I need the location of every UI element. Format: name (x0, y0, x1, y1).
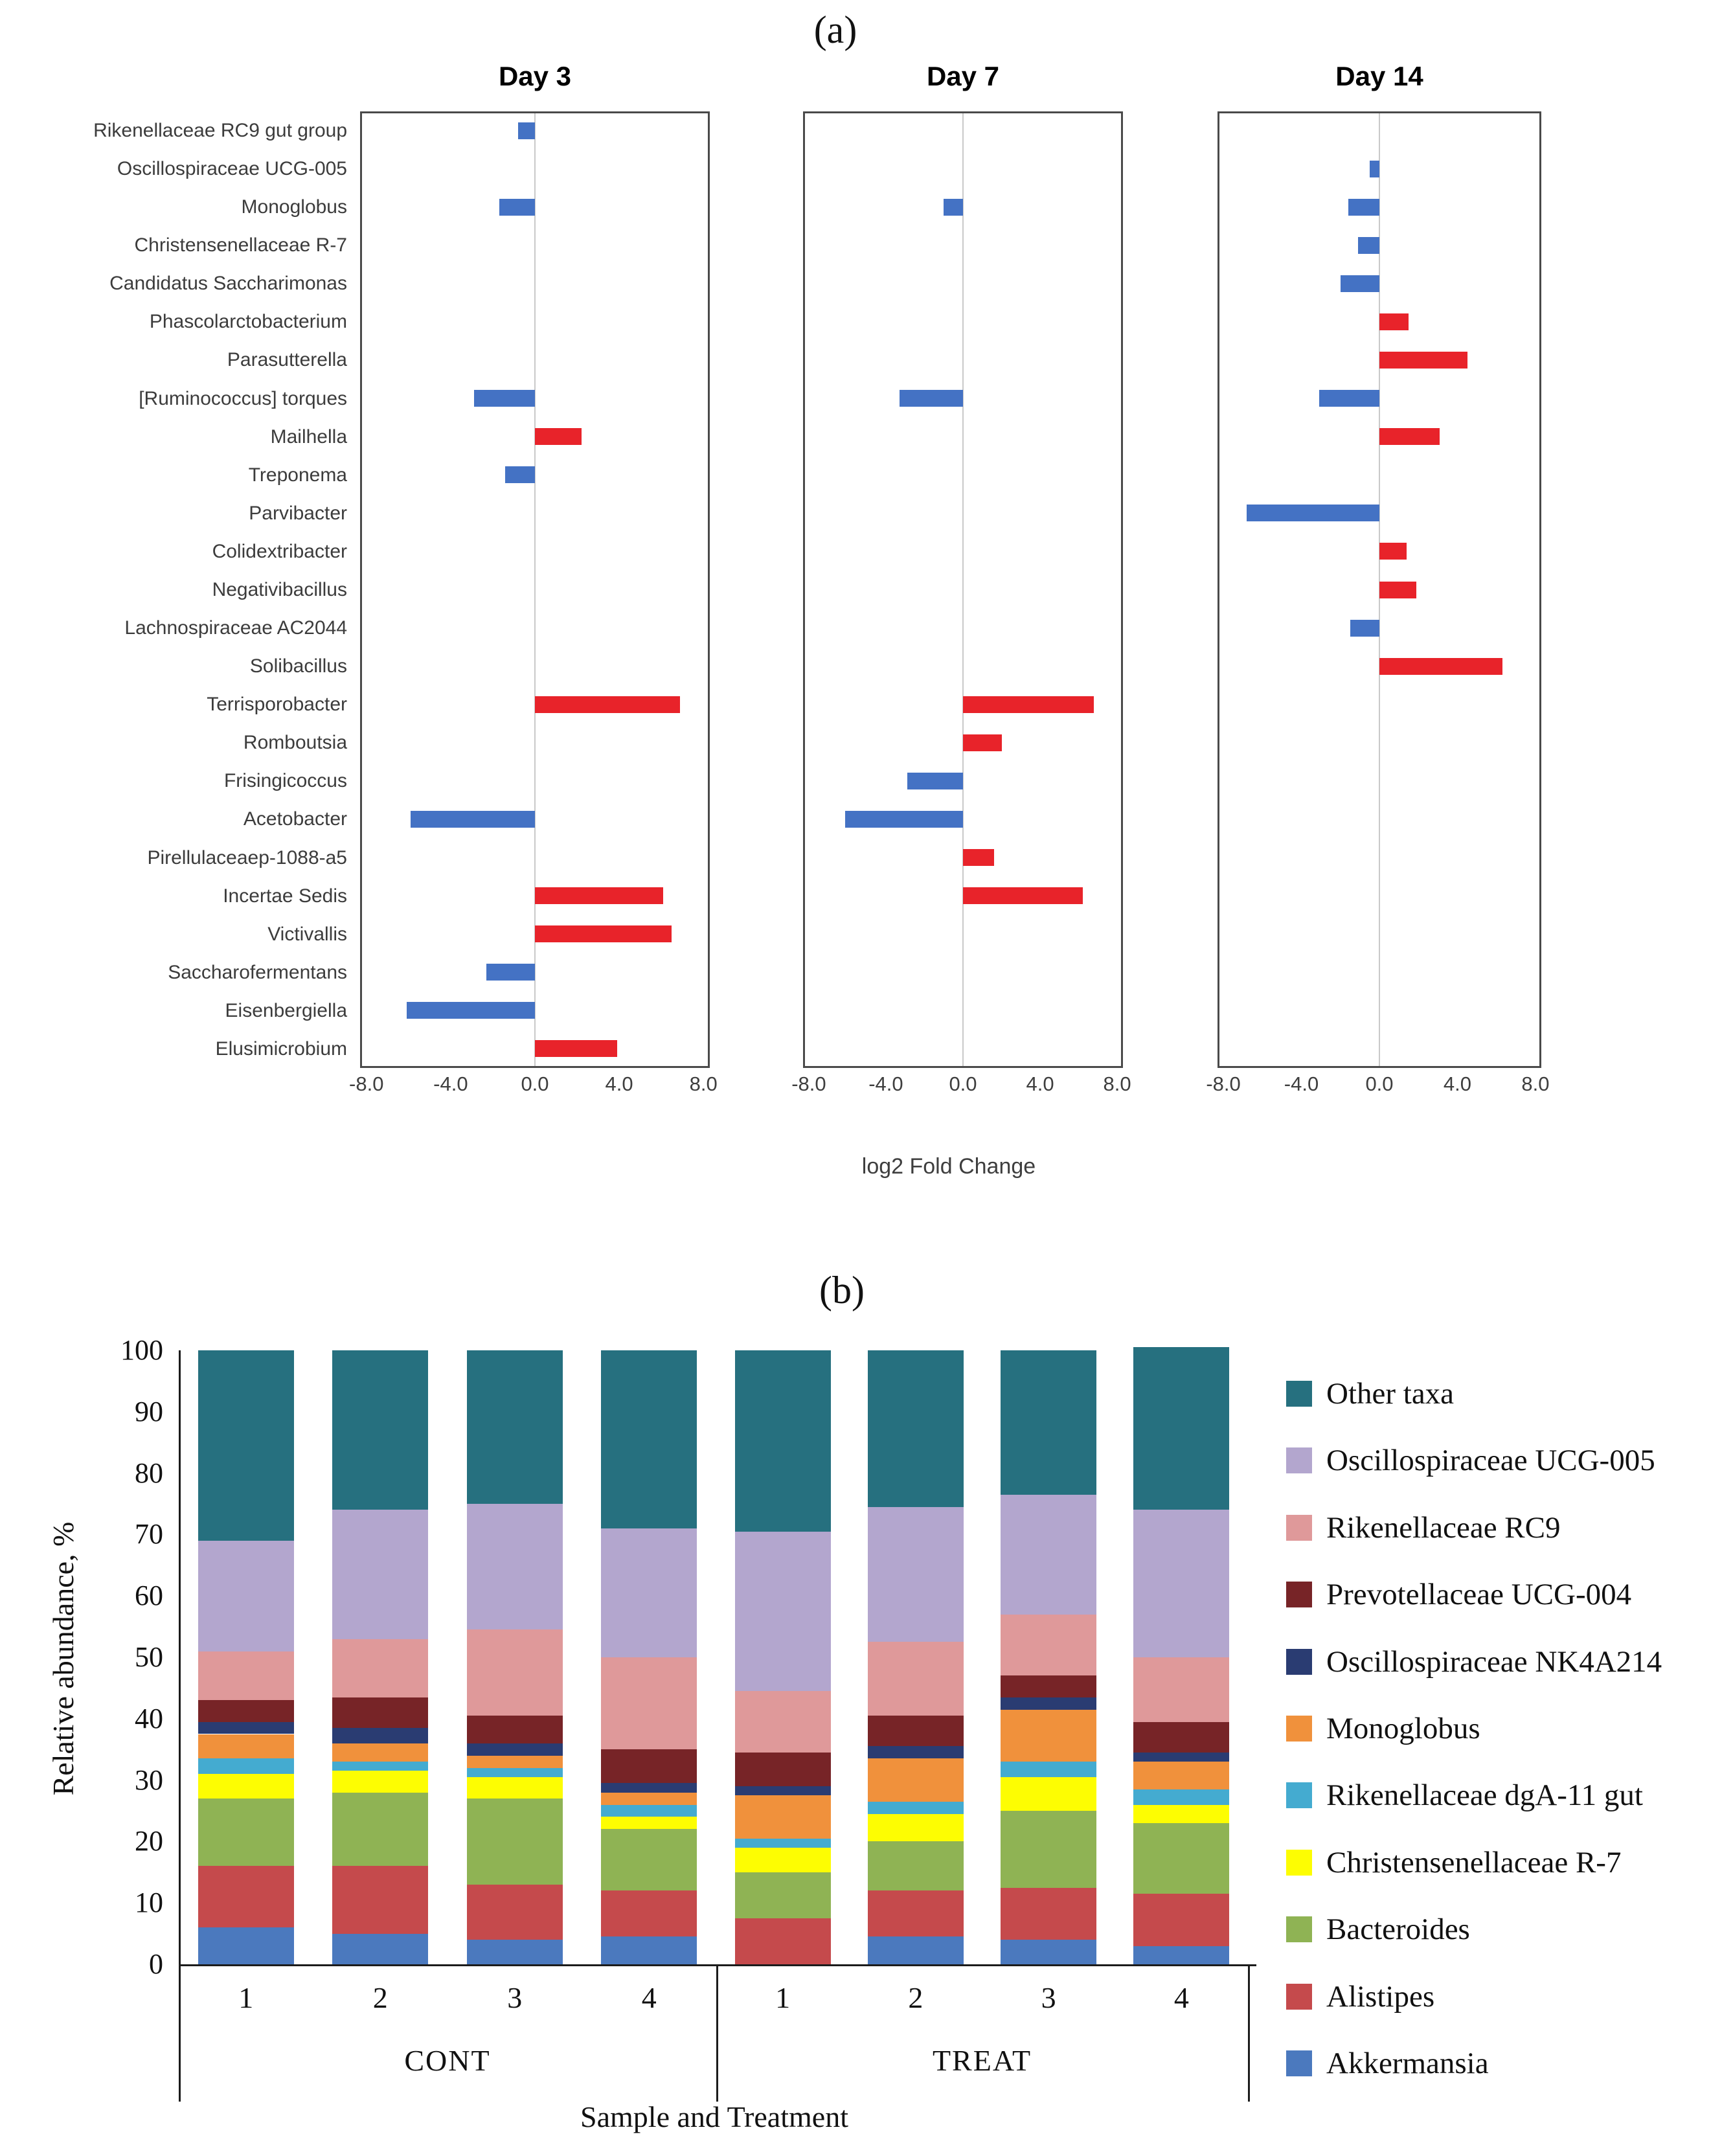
chart-title-day-7: Day 7 (926, 61, 1000, 91)
segment-rikenellaceae-rc9-s2 (332, 1639, 428, 1697)
ytick-80: 80 (135, 1457, 163, 1489)
segment-rikenellaceae-dga-11-gut-s2 (332, 1762, 428, 1771)
segment-christensenellaceae-r-7-s8 (1133, 1805, 1229, 1823)
segment-other-taxa-s5 (735, 1350, 831, 1532)
segment-rikenellaceae-dga-11-gut-s8 (1133, 1789, 1229, 1805)
legend-swatch-monoglobus (1286, 1716, 1312, 1742)
sample-label-treat-4: 4 (1173, 1981, 1189, 2014)
bar-day-3-acetobacter (411, 811, 535, 828)
bar-day-3-rikenellaceae-rc9-gut-group (518, 122, 535, 139)
segment-christensenellaceae-r-7-s4 (601, 1817, 697, 1829)
legend-item-oscillospiraceae-ucg-005 (1286, 1442, 1714, 1479)
legend-label-oscillospiraceae-ucg-005: Oscillospiraceae UCG-005 (1326, 1444, 1655, 1478)
xtick-day-7-8.0: 8.0 (1103, 1072, 1131, 1095)
legend-swatch-akkermansia (1286, 2050, 1312, 2076)
segment-akkermansia-s6 (868, 1936, 964, 1964)
bar-day-7-ruminococcus-torques (900, 390, 963, 407)
segment-monoglobus-s1 (198, 1734, 294, 1759)
segment-alistipes-s5 (735, 1918, 831, 1964)
taxa-label-pirellulaceaep-1088-a5: Pirellulaceaep-1088-a5 (147, 846, 347, 868)
legend-swatch-other-taxa (1286, 1381, 1312, 1407)
segment-bacteroides-s5 (735, 1872, 831, 1918)
taxa-label-solibacillus: Solibacillus (249, 655, 347, 677)
legend-label-monoglobus: Monoglobus (1326, 1712, 1480, 1745)
bar-day-14-negativibacillus (1379, 582, 1416, 598)
segment-rikenellaceae-rc9-s6 (868, 1642, 964, 1716)
segment-akkermansia-s7 (1001, 1940, 1096, 1964)
legend-label-rikenellaceae-dga-11-gut: Rikenellaceae dgA-11 gut (1326, 1778, 1643, 1813)
segment-oscillospiraceae-nk4a214-s1 (198, 1722, 294, 1734)
segment-akkermansia-s8 (1133, 1946, 1229, 1964)
legend-label-prevotellaceae-ucg-004: Prevotellaceae UCG-004 (1326, 1578, 1632, 1612)
bar-day-3-ruminococcus-torques (474, 390, 535, 407)
legend-label-oscillospiraceae-nk4a214: Oscillospiraceae NK4A214 (1326, 1644, 1662, 1679)
bar-day-14-parvibacter (1247, 505, 1379, 521)
taxa-label-colidextribacter: Colidextribacter (212, 540, 347, 562)
legend-item-alistipes (1286, 1979, 1714, 2015)
segment-oscillospiraceae-nk4a214-s8 (1133, 1753, 1229, 1762)
sample-label-cont-4: 4 (641, 1981, 657, 2014)
segment-oscillospiraceae-nk4a214-s7 (1001, 1697, 1096, 1710)
segment-oscillospiraceae-ucg-005-s3 (467, 1504, 563, 1629)
taxa-label-victivallis: Victivallis (267, 923, 347, 945)
legend-label-other-taxa: Other taxa (1326, 1377, 1455, 1411)
bar-day-3-victivallis (535, 925, 672, 942)
taxa-label-romboutsia: Romboutsia (243, 732, 347, 754)
bar-day-7-terrisporobacter (963, 696, 1094, 713)
sample-label-treat-1: 1 (775, 1981, 791, 2014)
segment-other-taxa-s7 (1001, 1350, 1096, 1495)
legend-item-bacteroides (1286, 1911, 1714, 1947)
segment-oscillospiraceae-ucg-005-s5 (735, 1532, 831, 1691)
legend-item-monoglobus (1286, 1710, 1714, 1747)
panel-a-xaxis-title: log2 Fold Change (861, 1154, 1036, 1179)
segment-prevotellaceae-ucg-004-s1 (198, 1700, 294, 1721)
segment-akkermansia-s4 (601, 1936, 697, 1964)
group-divider-right (1248, 1964, 1250, 2102)
segment-akkermansia-s1 (198, 1927, 294, 1964)
bar-day-3-saccharofermentans (486, 964, 535, 981)
segment-oscillospiraceae-ucg-005-s1 (198, 1541, 294, 1651)
bar-day-3-mailhella (535, 428, 582, 445)
legend-swatch-oscillospiraceae-ucg-005 (1286, 1447, 1312, 1473)
ytick-50: 50 (135, 1641, 163, 1673)
xtick-day-7--8.0: -8.0 (791, 1072, 826, 1095)
legend-item-prevotellaceae-ucg-004 (1286, 1576, 1714, 1613)
segment-monoglobus-s4 (601, 1793, 697, 1805)
segment-prevotellaceae-ucg-004-s7 (1001, 1675, 1096, 1697)
taxa-label-lachnospiraceae-ac2044: Lachnospiraceae AC2044 (124, 617, 347, 639)
segment-other-taxa-s8 (1133, 1347, 1229, 1510)
xtick-day-14-4.0: 4.0 (1443, 1072, 1472, 1095)
group-divider-middle (716, 1964, 718, 2102)
ytick-70: 70 (135, 1518, 163, 1550)
segment-christensenellaceae-r-7-s7 (1001, 1777, 1096, 1811)
segment-prevotellaceae-ucg-004-s2 (332, 1697, 428, 1728)
legend-swatch-rikenellaceae-rc9 (1286, 1515, 1312, 1541)
sample-label-treat-2: 2 (908, 1981, 923, 2014)
taxa-label-monoglobus: Monoglobus (241, 196, 347, 218)
bar-day-3-incertae-sedis (535, 887, 663, 904)
legend-label-alistipes: Alistipes (1326, 1979, 1435, 2014)
legend-label-rikenellaceae-rc9: Rikenellaceae RC9 (1326, 1510, 1561, 1545)
plot-area-day-7 (803, 111, 1123, 1068)
bar-day-7-frisingicoccus (907, 773, 963, 789)
taxa-label-elusimicrobium: Elusimicrobium (215, 1038, 347, 1060)
segment-other-taxa-s1 (198, 1350, 294, 1541)
bar-day-14-parasutterella (1379, 352, 1467, 369)
segment-oscillospiraceae-nk4a214-s2 (332, 1728, 428, 1743)
xtick-day-14-0.0: 0.0 (1365, 1072, 1394, 1095)
segment-monoglobus-s6 (868, 1758, 964, 1801)
segment-oscillospiraceae-nk4a214-s3 (467, 1743, 563, 1756)
xtick-day-7-0.0: 0.0 (949, 1072, 977, 1095)
panel-b-label: (b) (819, 1269, 865, 1311)
bar-day-7-pirellulaceaep-1088-a5 (963, 849, 994, 866)
taxa-label-mailhella: Mailhella (270, 426, 347, 448)
segment-prevotellaceae-ucg-004-s8 (1133, 1722, 1229, 1753)
segment-rikenellaceae-dga-11-gut-s3 (467, 1768, 563, 1777)
segment-monoglobus-s7 (1001, 1710, 1096, 1762)
taxa-label-parasutterella: Parasutterella (227, 349, 347, 371)
ytick-40: 40 (135, 1702, 163, 1734)
legend-label-akkermansia: Akkermansia (1326, 2047, 1489, 2080)
bar-day-14-mailhella (1379, 428, 1440, 445)
ytick-60: 60 (135, 1580, 163, 1612)
ytick-90: 90 (135, 1395, 163, 1427)
segment-rikenellaceae-rc9-s8 (1133, 1657, 1229, 1722)
bar-day-14-monoglobus (1348, 199, 1379, 216)
panel-b-yaxis-title: Relative abundance, % (47, 1521, 80, 1796)
bar-day-14-phascolarctobacterium (1379, 313, 1409, 330)
zero-gridline (962, 113, 964, 1066)
plot-area-day-3 (360, 111, 710, 1068)
xtick-day-3-8.0: 8.0 (689, 1072, 718, 1095)
y-axis-line (179, 1350, 181, 2102)
taxa-label-eisenbergiella: Eisenbergiella (225, 999, 347, 1021)
sample-label-cont-3: 3 (507, 1981, 523, 2014)
xtick-day-3--4.0: -4.0 (433, 1072, 468, 1095)
taxa-label-saccharofermentans: Saccharofermentans (168, 961, 347, 983)
segment-alistipes-s4 (601, 1890, 697, 1936)
taxa-label-acetobacter: Acetobacter (243, 808, 347, 830)
sample-label-treat-3: 3 (1041, 1981, 1056, 2014)
panel-b-xaxis-title: Sample and Treatment (580, 2100, 848, 2133)
legend-swatch-alistipes (1286, 1984, 1312, 2010)
segment-bacteroides-s3 (467, 1799, 563, 1885)
legend-swatch-rikenellaceae-dga-11-gut (1286, 1782, 1312, 1808)
segment-prevotellaceae-ucg-004-s4 (601, 1749, 697, 1783)
segment-oscillospiraceae-ucg-005-s6 (868, 1507, 964, 1642)
xtick-day-14-8.0: 8.0 (1521, 1072, 1550, 1095)
taxa-label-ruminococcus-torques: [Ruminococcus] torques (139, 387, 347, 409)
segment-christensenellaceae-r-7-s3 (467, 1777, 563, 1799)
segment-christensenellaceae-r-7-s1 (198, 1774, 294, 1799)
legend-swatch-oscillospiraceae-nk4a214 (1286, 1649, 1312, 1675)
segment-monoglobus-s8 (1133, 1762, 1229, 1789)
segment-monoglobus-s3 (467, 1756, 563, 1768)
ytick-30: 30 (135, 1764, 163, 1796)
chart-title-day-14: Day 14 (1335, 61, 1423, 91)
bar-day-14-christensenellaceae-r-7 (1358, 237, 1379, 254)
bar-day-7-acetobacter (845, 811, 963, 828)
segment-bacteroides-s8 (1133, 1823, 1229, 1894)
segment-alistipes-s2 (332, 1866, 428, 1933)
segment-bacteroides-s1 (198, 1799, 294, 1866)
legend-item-oscillospiraceae-nk4a214 (1286, 1644, 1714, 1680)
legend-item-other-taxa (1286, 1376, 1714, 1412)
xtick-day-3--8.0: -8.0 (349, 1072, 384, 1095)
segment-oscillospiraceae-nk4a214-s4 (601, 1783, 697, 1792)
segment-christensenellaceae-r-7-s6 (868, 1814, 964, 1842)
xtick-day-3-0.0: 0.0 (521, 1072, 549, 1095)
segment-prevotellaceae-ucg-004-s3 (467, 1716, 563, 1743)
segment-bacteroides-s6 (868, 1841, 964, 1890)
segment-prevotellaceae-ucg-004-s5 (735, 1753, 831, 1786)
segment-rikenellaceae-dga-11-gut-s7 (1001, 1762, 1096, 1777)
taxa-label-candidatus-saccharimonas: Candidatus Saccharimonas (109, 273, 347, 295)
segment-monoglobus-s5 (735, 1795, 831, 1838)
chart-title-day-3: Day 3 (498, 61, 572, 91)
legend-item-rikenellaceae-dga-11-gut (1286, 1777, 1714, 1813)
bar-day-14-solibacillus (1379, 658, 1502, 675)
segment-rikenellaceae-rc9-s5 (735, 1691, 831, 1753)
legend-label-bacteroides: Bacteroides (1326, 1912, 1470, 1947)
segment-bacteroides-s7 (1001, 1811, 1096, 1888)
ytick-10: 10 (135, 1887, 163, 1919)
taxa-label-parvibacter: Parvibacter (249, 502, 347, 524)
legend-swatch-bacteroides (1286, 1916, 1312, 1942)
bar-day-7-romboutsia (963, 734, 1002, 751)
ytick-100: 100 (120, 1334, 163, 1366)
taxa-label-frisingicoccus: Frisingicoccus (223, 770, 347, 792)
segment-alistipes-s7 (1001, 1888, 1096, 1940)
bar-day-3-treponema (505, 466, 535, 483)
bar-day-14-colidextribacter (1379, 543, 1407, 560)
taxa-label-oscillospiraceae-ucg-005: Oscillospiraceae UCG-005 (117, 158, 347, 180)
segment-oscillospiraceae-nk4a214-s5 (735, 1786, 831, 1795)
bar-day-7-incertae-sedis (963, 887, 1083, 904)
segment-alistipes-s1 (198, 1866, 294, 1927)
segment-rikenellaceae-dga-11-gut-s5 (735, 1839, 831, 1848)
taxa-label-incertae-sedis: Incertae Sedis (223, 885, 347, 907)
segment-akkermansia-s3 (467, 1940, 563, 1964)
bar-day-14-lachnospiraceae-ac2044 (1350, 620, 1379, 637)
xtick-day-14--4.0: -4.0 (1284, 1072, 1319, 1095)
taxa-label-negativibacillus: Negativibacillus (212, 578, 347, 600)
segment-prevotellaceae-ucg-004-s6 (868, 1716, 964, 1746)
group-label-cont: CONT (404, 2044, 491, 2077)
bar-day-7-monoglobus (944, 199, 963, 216)
segment-oscillospiraceae-ucg-005-s4 (601, 1528, 697, 1657)
sample-label-cont-1: 1 (238, 1981, 254, 2014)
legend-swatch-prevotellaceae-ucg-004 (1286, 1582, 1312, 1607)
segment-rikenellaceae-dga-11-gut-s1 (198, 1758, 294, 1774)
taxa-label-treponema: Treponema (248, 464, 347, 486)
xtick-day-14--8.0: -8.0 (1206, 1072, 1241, 1095)
segment-oscillospiraceae-ucg-005-s7 (1001, 1495, 1096, 1615)
legend-item-akkermansia (1286, 2045, 1714, 2082)
legend-swatch-christensenellaceae-r-7 (1286, 1850, 1312, 1876)
bar-day-14-oscillospiraceae-ucg-005 (1370, 161, 1379, 177)
segment-oscillospiraceae-ucg-005-s8 (1133, 1510, 1229, 1657)
legend-label-christensenellaceae-r-7: Christensenellaceae R-7 (1326, 1845, 1622, 1879)
segment-other-taxa-s4 (601, 1350, 697, 1528)
segment-rikenellaceae-rc9-s3 (467, 1629, 563, 1716)
bar-day-3-eisenbergiella (407, 1002, 535, 1019)
segment-akkermansia-s2 (332, 1934, 428, 1964)
ytick-0: 0 (149, 1948, 163, 1980)
plot-area-day-14 (1218, 111, 1541, 1068)
legend-item-christensenellaceae-r-7 (1286, 1844, 1714, 1881)
taxa-label-rikenellaceae-rc9-gut-group: Rikenellaceae RC9 gut group (93, 120, 347, 141)
panel-a-label: (a) (813, 8, 857, 51)
segment-rikenellaceae-rc9-s4 (601, 1657, 697, 1749)
segment-rikenellaceae-dga-11-gut-s4 (601, 1805, 697, 1817)
segment-oscillospiraceae-nk4a214-s6 (868, 1746, 964, 1758)
segment-rikenellaceae-dga-11-gut-s6 (868, 1802, 964, 1814)
bar-day-14-candidatus-saccharimonas (1341, 275, 1379, 292)
zero-gridline (534, 113, 536, 1066)
xtick-day-3-4.0: 4.0 (605, 1072, 633, 1095)
xtick-day-7--4.0: -4.0 (868, 1072, 903, 1095)
bar-day-3-monoglobus (499, 199, 535, 216)
taxa-label-terrisporobacter: Terrisporobacter (207, 694, 347, 716)
segment-christensenellaceae-r-7-s5 (735, 1848, 831, 1872)
segment-other-taxa-s2 (332, 1350, 428, 1510)
ytick-20: 20 (135, 1825, 163, 1857)
bar-day-14-ruminococcus-torques (1319, 390, 1379, 407)
segment-bacteroides-s2 (332, 1793, 428, 1867)
segment-rikenellaceae-rc9-s7 (1001, 1615, 1096, 1676)
segment-rikenellaceae-rc9-s1 (198, 1651, 294, 1701)
xtick-day-7-4.0: 4.0 (1026, 1072, 1054, 1095)
segment-monoglobus-s2 (332, 1743, 428, 1762)
group-label-treat: TREAT (932, 2044, 1032, 2077)
segment-alistipes-s8 (1133, 1894, 1229, 1946)
legend-item-rikenellaceae-rc9 (1286, 1510, 1714, 1546)
segment-christensenellaceae-r-7-s2 (332, 1771, 428, 1792)
sample-label-cont-2: 2 (372, 1981, 388, 2014)
segment-alistipes-s6 (868, 1890, 964, 1936)
segment-oscillospiraceae-ucg-005-s2 (332, 1510, 428, 1639)
taxa-label-phascolarctobacterium: Phascolarctobacterium (149, 311, 347, 333)
segment-bacteroides-s4 (601, 1829, 697, 1890)
segment-alistipes-s3 (467, 1885, 563, 1940)
segment-other-taxa-s6 (868, 1350, 964, 1507)
segment-other-taxa-s3 (467, 1350, 563, 1504)
bar-day-3-terrisporobacter (535, 696, 680, 713)
bar-day-3-elusimicrobium (535, 1040, 617, 1057)
taxa-label-christensenellaceae-r-7: Christensenellaceae R-7 (134, 234, 347, 256)
